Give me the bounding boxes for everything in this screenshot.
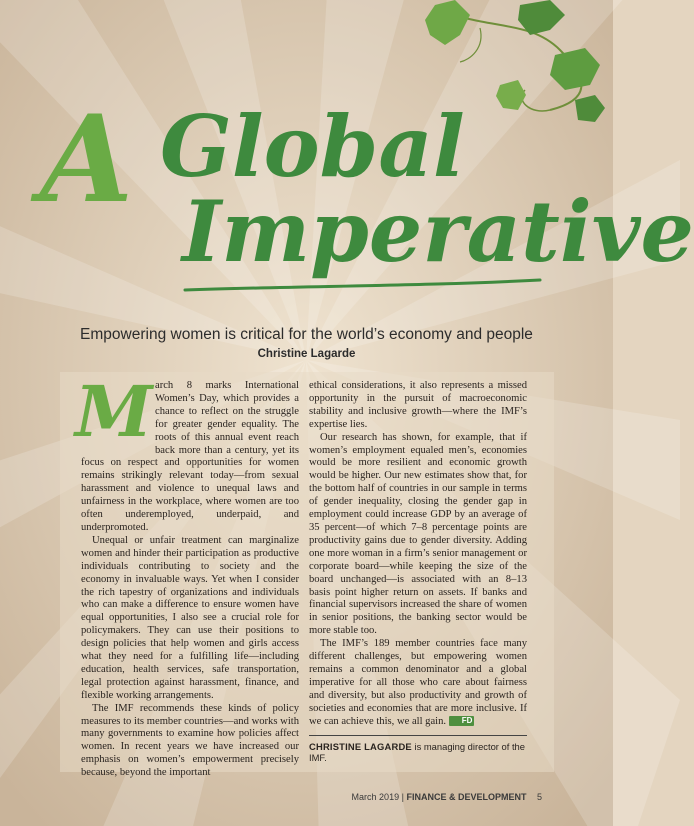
footer-publication: FINANCE & DEVELOPMENT [406,792,527,802]
title-word-global: Global [160,97,465,196]
drop-cap-letter: M [75,370,153,453]
body-paragraph: arch 8 marks International Women’s Day, which provides a chance to reflect on the struggle for greater gender equality. The roots of this annual event reach back more than a century, yet its focus on respect and opportunities for women remains strikingly relevant today—from sexual harassment and violence to unequal laws and unfairness in the workplace, where women are too often underemployed, underpaid, and underpromoted. [81,380,299,533]
title-letter-a: A [40,89,134,230]
bio-divider [309,735,527,736]
body-paragraph-split: The IMF recommends these kinds of policy measures to its member countries—and works with many governments to examine how policies affect women. In recent years we have increased our emphasis on women’s empowerment precisely because, beyond the important [81,702,299,779]
body-column-left [75,370,299,780]
title-word-imperative: Imperative [182,182,694,281]
body-paragraph [309,638,527,728]
fd-end-mark-icon: FD [449,716,475,726]
footer-date: March 2019 [351,792,400,802]
body-paragraph: Unequal or unfair treatment can marginalize women and hinder their participation as productive individuals contributing to society and the economy in invaluable ways. Yet when I consider the rich tapestry of organizations and individuals who can make a difference to ensure women have equal opportunities, I also see a crucial role for policymakers. They can use their positions to design policies that help women and girls access what they need for a fulfilling life—including education, health services, safe transportation, legal protection against harassment, finance, and flexible working arrangements. [81,534,299,701]
page-footer [0,792,542,802]
author-bio-text: is managing director of the IMF. [309,741,525,763]
author-bio [309,741,527,763]
author-bio-name: CHRISTINE LAGARDE [309,741,412,752]
footer-page-number: 5 [536,792,542,802]
body-column-right [309,380,527,728]
author-byline: Christine Lagarde [257,348,356,360]
footer-separator: | [401,792,404,802]
title-underline-flourish [180,268,550,298]
article-subtitle: Empowering women is critical for the world’s economy and people [80,326,533,343]
body-paragraph-continued: ethical considerations, it also represents a missed opportunity in the pursuit of macroeconomic stability and inclusive growth—where the IMF’s expertise lies. [309,380,527,430]
body-paragraph: Our research has shown, for example, that if women’s employment equaled men’s, economies would be more resilient and economic growth would be higher. Our new estimates show that, for the bottom half of countries in our sample in terms of gender inequality, closing the gender gap in employment could increase GDP by an average of 35 percent—of which 7–8 percentage points are productivity gains due to gender diversity. Adding one more woman in a firm’s senior management or corporate board—while keeping the size of the board unchanged—is associated with an 8–13 basis point higher return on assets. If banks and financial supervisors increased the share of women in senior positions, the banking sector would be more stable too. [309,431,527,637]
body-paragraph-text: The IMF’s 189 member countries face many different challenges, but empowering women remains a common denominator and a global imperative for all those who care about fairness and diversity, but also productivity and growth of societies and economies that are more inclusive. If we can achieve this, we all gain. [309,638,527,727]
